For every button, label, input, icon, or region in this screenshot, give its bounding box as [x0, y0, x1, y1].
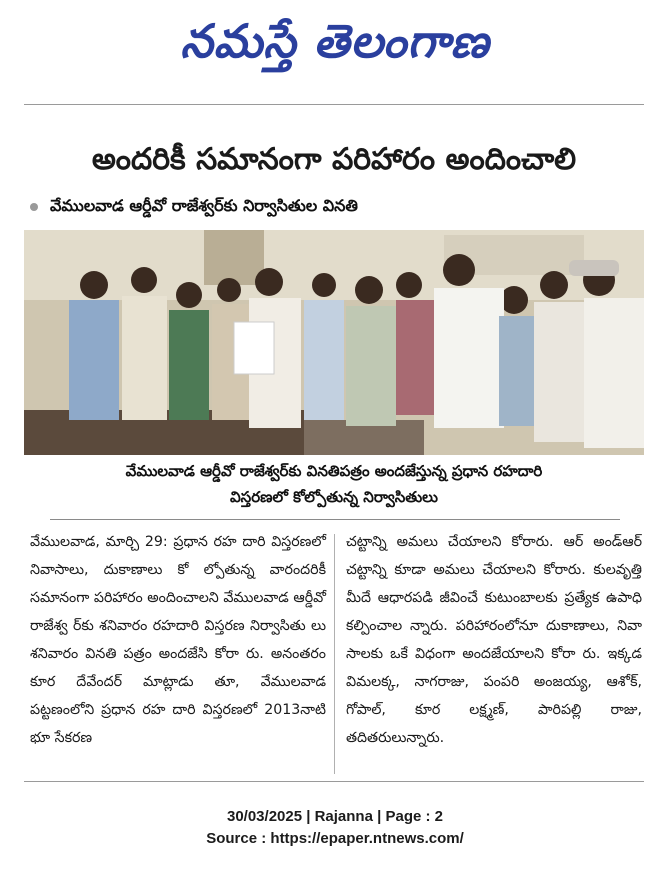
caption-underline — [50, 519, 620, 520]
footer-date-line: 30/03/2025 | Rajanna | Page : 2 — [226, 808, 443, 825]
footer-source-line: Source : https://epaper.ntnews.com/ — [206, 830, 464, 847]
body-column-left: వేములవాడ, మార్చి 29: ప్రధాన రహ దారి విస్తరణలో నివాసాలు, దుకాణాలు కో ల్పోతున్న వారందరికీ సమానంగా పరిహారం అందించాలని వేములవాడ ఆర్డీవో రాజేశ్వ ర్‌కు శనివారం రహదారి విస్తరణ నిర్వాసితు లు శనివారం వినతి పత్రం అందజేసి కోరా రు. అనంతరం కూర దేవేందర్ మాట్లాడు తూ, వేములవాడ పట్టణంలోని ప్రధాన రహ దారి విస్తరణలో 2013నాటి భూ సేకరణ — [30, 534, 326, 746]
bullet-icon — [30, 203, 38, 211]
subhead-text: వేములవాడ ఆర్డీవో రాజేశ్వర్‌కు నిర్వాసితుల వినతి — [50, 196, 358, 215]
news-photo — [24, 230, 644, 455]
photo-illustration — [24, 230, 644, 455]
masthead-title: నమస్తే తెలంగాణ — [180, 14, 490, 68]
caption-line-2: విస్తరణలో కోల్పోతున్న నిర్వాసితులు — [230, 488, 438, 506]
caption-line-1: వేములవాడ ఆర్డీవో రాజేశ్వర్‌కు వినతిపత్రం అందజేస్తున్న ప్రధాన రహదారి — [125, 462, 543, 480]
article-subhead — [30, 193, 630, 219]
bottom-rule — [24, 781, 644, 782]
article-headline: అందరికీ సమానంగా పరిహారం అందించాలి — [91, 142, 577, 177]
top-rule — [24, 104, 644, 105]
masthead — [0, 6, 670, 76]
column-divider — [334, 534, 335, 774]
photo-caption — [24, 458, 644, 510]
body-column-right: చట్టాన్ని అమలు చేయాలని కోరారు. ఆర్ అండ్‌ఆర్ చట్టాన్ని కూడా అమలు చేయాలని కోరారు. కులవృత్తి మీదే ఆధారపడి జీవించే కుటుంబాలకు ప్రత్యేక ఉపాధి కల్పించాల న్నారు. పరిహారంలోనూ దుకాణాలు, నివా సాలకు ఒకే విధంగా అందజేయాలని కోరా రు. ఇక్కడ విమలక్క, నాగరాజు, పంపరి అంజయ్య, ఆశోక్, గోపాల్, కూర లక్ష్మణ్, పారిపల్లి రాజు, తదితరులున్నారు. — [346, 534, 642, 746]
